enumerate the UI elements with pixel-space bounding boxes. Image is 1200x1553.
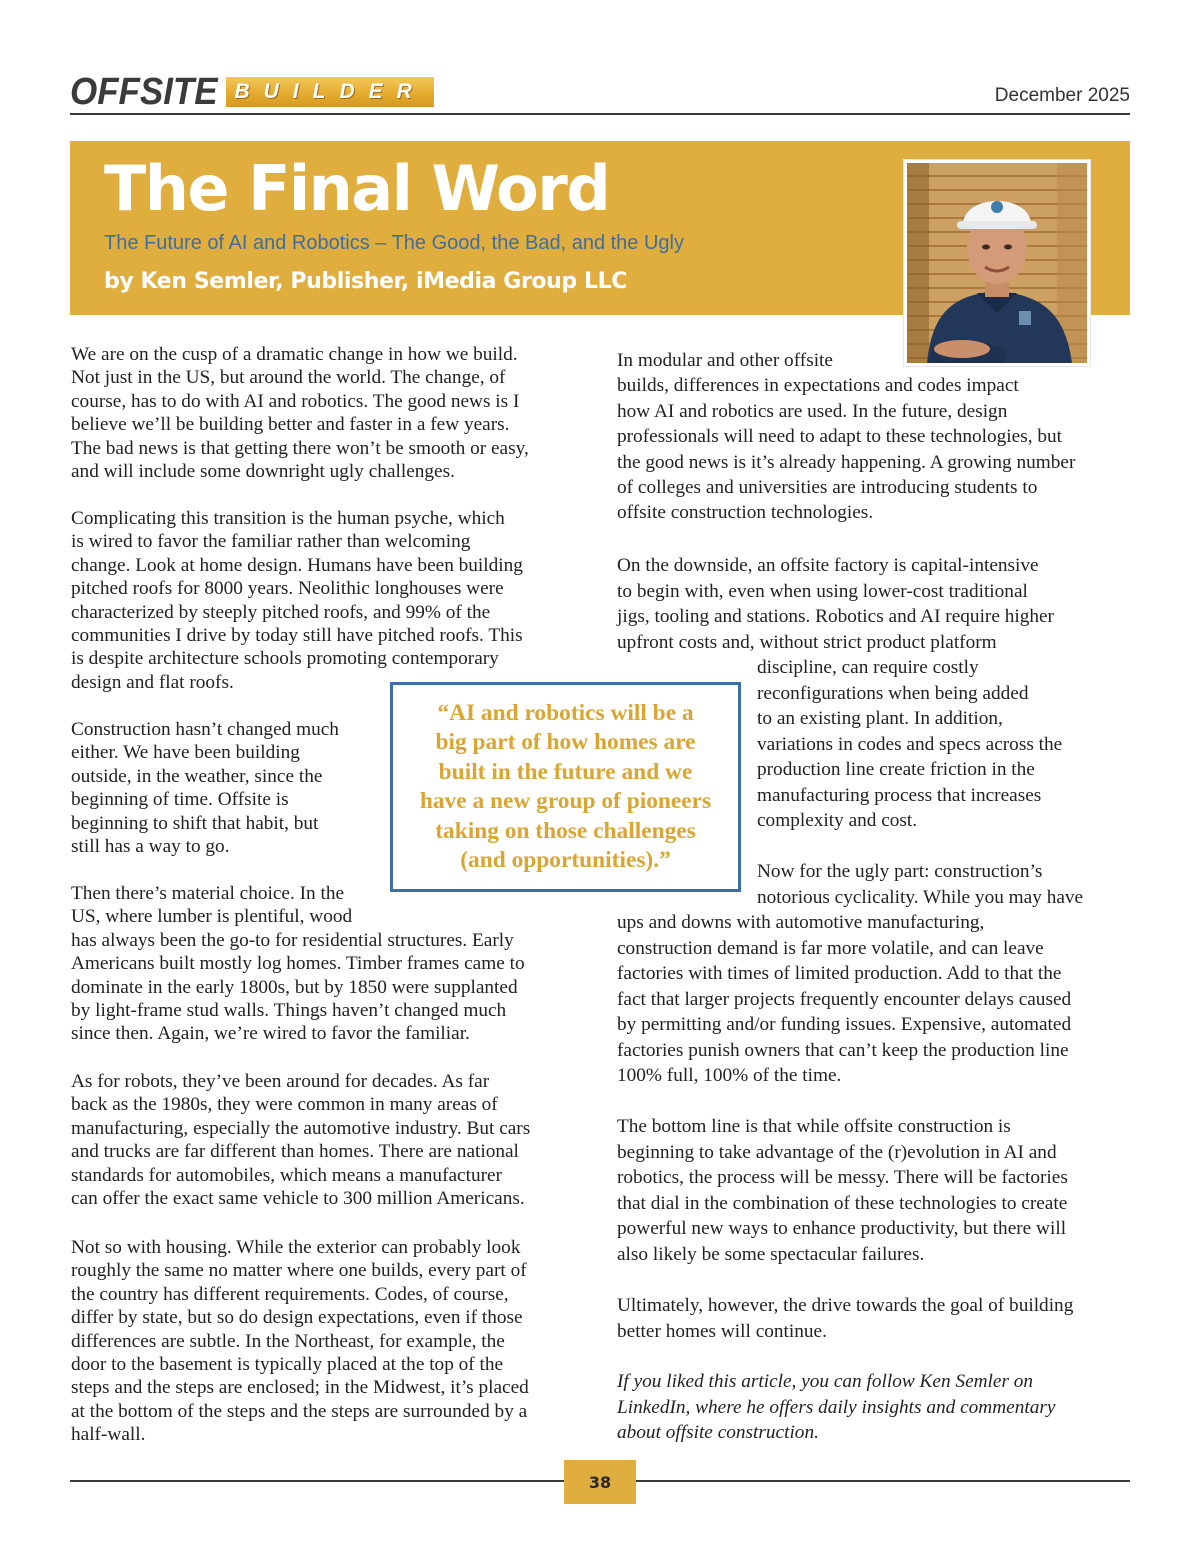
left-column-paragraph: As for robots, they’ve been around for decades. As far back as the 1980s, they were common in many areas of manufacturing, especially the automotive industry. But cars and trucks are far different than homes. There are national standards for automobiles, which means a manufacturer can offer the exact same vehicle to 300 million Americans.	[71, 1071, 531, 1210]
right-column-paragraph-wrapped: Now for the ugly part: construction’s notorious cyclicality. While you may have	[757, 861, 1084, 908]
footer-divider-left	[70, 1480, 564, 1482]
logo-builder-word: BUILDER	[226, 77, 433, 107]
left-column-paragraph: We are on the cusp of a dramatic change in how we build. Not just in the US, but around the world. The change, of course, has to do with AI and robotics. The good news is I believe we’ll be building better and faster in a few years. The bad news is that getting there won’t be smooth or easy, and will include some downright ugly challenges.	[71, 344, 529, 483]
right-column-paragraph: ups and downs with automotive manufacturing, construction demand is far more volatile, and can leave factories with times of limited production. Add to that the fact that larger projects frequently encounter delays caused by permitting and/or funding issues. Expensive, automated factories punish owners that can’t keep the production line 100% full, 100% of the time.	[617, 912, 1072, 1086]
left-column-paragraph: Construction hasn’t changed much either. We have been building outside, in the weather, since the beginning of time. Offsite is beginning to shift that habit, but still has a way to go.	[71, 719, 339, 858]
article-subtitle: The Future of AI and Robotics – The Good, the Bad, and the Ugly	[104, 232, 684, 254]
issue-date: December 2025	[994, 85, 1130, 106]
masthead	[70, 72, 1130, 116]
right-column-paragraph-wrapped: discipline, can require costly reconfigurations when being added to an existing plant. In addition, variations in codes and specs across the production line create friction in the manufacturing process that increases complexity and cost.	[757, 657, 1063, 831]
pull-quote-text: “AI and robotics will be a big part of how homes are built in the future and we have a new group of pioneers taking on those challenges (and opportunities).”	[419, 699, 712, 873]
page-title: The Final Word	[104, 152, 610, 225]
left-column-paragraph: Complicating this transition is the human psyche, which is wired to favor the familiar rather than welcoming change. Look at home design. Humans have been building pitched roofs for 8000 years. Neolithic longhouses were characterized by steeply pitched roofs, and 99% of the communities I drive by today still have pitched roofs. This is despite architecture schools promoting contemporary design and flat roofs.	[71, 508, 523, 693]
right-column-paragraph: Ultimately, however, the drive towards the goal of building better homes will continue.	[617, 1295, 1074, 1342]
page-number: 38	[564, 1460, 636, 1504]
right-column-paragraph: The bottom line is that while offsite construction is beginning to take advantage of the (r)evolution in AI and robotics, the process will be messy. There will be factories that dial in the combination of these technologies to create powerful new ways to enhance productivity, but there will also likely be some spectacular failures.	[617, 1116, 1068, 1265]
masthead-divider	[70, 113, 1130, 115]
left-column-paragraph: Then there’s material choice. In the US, where lumber is plentiful, wood has always been the go-to for residential structures. Early Americans built mostly log homes. Timber frames came to dominate in the early 1800s, but by 1850 were supplanted by light-frame stud walls. Things haven’t changed much since then. Again, we’re wired to favor the familiar.	[71, 883, 525, 1045]
footer-divider-right	[636, 1480, 1130, 1482]
article-byline: by Ken Semler, Publisher, iMedia Group LLC	[104, 269, 627, 294]
logo-offsite-word: OFFSITE	[70, 71, 218, 113]
offsite-builder-logo	[70, 71, 434, 113]
right-column-paragraph: On the downside, an offsite factory is capital-intensive to begin with, even when using lower-cost traditional jigs, tooling and stations. Robotics and AI require higher upfront costs and, without strict product platform	[617, 555, 1054, 653]
author-follow-note: If you liked this article, you can follow Ken Semler on LinkedIn, where he offers daily insights and commentary about offsite construction.	[617, 1371, 1056, 1443]
right-column-paragraph: In modular and other offsite builds, differences in expectations and codes impact how AI and robotics are used. In the future, design professionals will need to adapt to these technologies, but the good news is it’s already happening. A growing number of colleges and universities are introducing students to offsite construction technologies.	[617, 350, 1076, 524]
left-column-paragraph: Not so with housing. While the exterior can probably look roughly the same no matter where one builds, every part of the country has different requirements. Codes, of course, differ by state, but so do design expectations, even if those differences are subtle. In the Northeast, for example, the door to the basement is typically placed at the top of the steps and the steps are enclosed; in the Midwest, it’s placed at the bottom of the steps and the steps are surrounded by a half-wall.	[71, 1237, 529, 1446]
author-portrait-icon	[907, 163, 1087, 363]
author-photo	[904, 160, 1090, 366]
pull-quote-box	[390, 682, 741, 892]
